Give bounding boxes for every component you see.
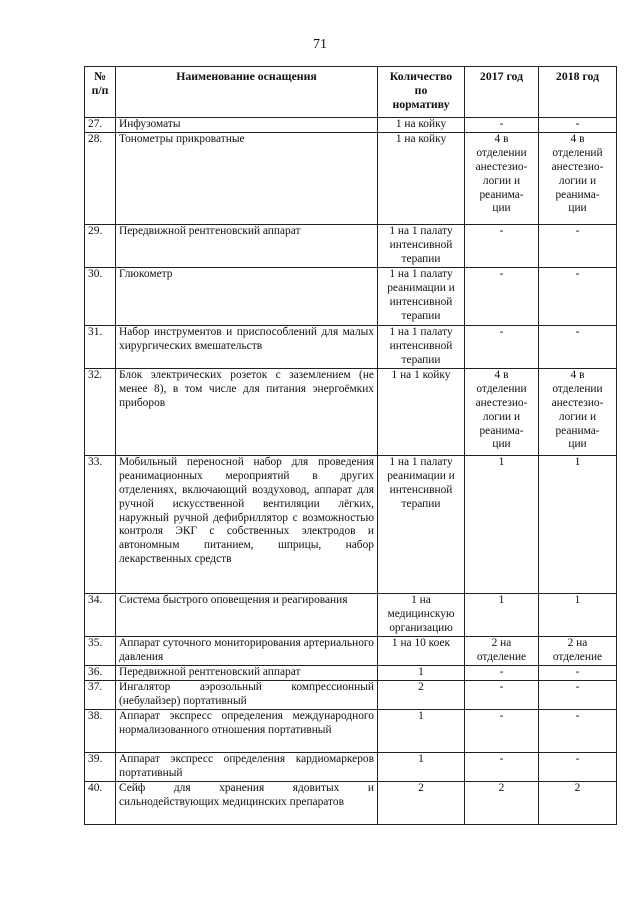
row-number: 37. xyxy=(85,680,116,709)
quantity-norm: 1 на койку xyxy=(378,132,465,224)
row-number: 34. xyxy=(85,593,116,636)
year-2018-value: - xyxy=(539,224,617,267)
row-number: 30. xyxy=(85,267,116,325)
table-row xyxy=(85,593,617,636)
year-2017-value: 2 на отделение xyxy=(465,636,539,665)
table-row xyxy=(85,665,617,680)
equipment-name: Аппарат суточного мониторирования артериального давления xyxy=(116,636,378,665)
year-2018-value: 4 в отделений анестезио- логии и реанима- ции xyxy=(539,132,617,224)
equipment-name: Инфузоматы xyxy=(116,118,378,133)
table-row xyxy=(85,680,617,709)
equipment-name: Блок электрических розеток с заземлением (не менее 8), в том числе для питания энергоёмких приборов xyxy=(116,368,378,455)
equipment-name: Сейф для хранения ядовитых и сильнодействующих медицинских препаратов xyxy=(116,781,378,824)
row-number: 31. xyxy=(85,325,116,368)
quantity-norm: 1 на 1 палату интенсивной терапии xyxy=(378,325,465,368)
row-number: 28. xyxy=(85,132,116,224)
equipment-name: Тонометры прикроватные xyxy=(116,132,378,224)
equipment-name: Мобильный переносной набор для проведения реанимационных мероприятий в других отделениях, включающий воздуховод, аппарат для ручной искусственной вентиляции лёгких, наружный ручной дефибриллятор с возможностью контроля ЭКГ с собственных электродов и автономным питанием, шприцы, набор лекарственных средств xyxy=(116,455,378,593)
row-number: 29. xyxy=(85,224,116,267)
equipment-name: Передвижной рентгеновский аппарат xyxy=(116,224,378,267)
quantity-norm: 1 на 1 палату реанимации и интенсивной терапии xyxy=(378,267,465,325)
table-row xyxy=(85,368,617,455)
year-2018-value: 2 xyxy=(539,781,617,824)
row-number: 36. xyxy=(85,665,116,680)
quantity-norm: 2 xyxy=(378,680,465,709)
row-number: 33. xyxy=(85,455,116,593)
quantity-norm: 1 на 1 палату интенсивной терапии xyxy=(378,224,465,267)
year-2018-value: - xyxy=(539,709,617,752)
quantity-norm: 2 xyxy=(378,781,465,824)
row-number: 40. xyxy=(85,781,116,824)
year-2018-value: - xyxy=(539,325,617,368)
row-number: 32. xyxy=(85,368,116,455)
year-2017-value: - xyxy=(465,752,539,781)
year-2017-value: - xyxy=(465,665,539,680)
equipment-name: Глюкометр xyxy=(116,267,378,325)
year-2018-value: 4 в отделении анестезио- логии и реанима- ции xyxy=(539,368,617,455)
table-header-row xyxy=(85,67,617,118)
table-row xyxy=(85,781,617,824)
table-row xyxy=(85,636,617,665)
year-2018-value: - xyxy=(539,752,617,781)
row-number: 35. xyxy=(85,636,116,665)
year-2017-value: - xyxy=(465,267,539,325)
equipment-name: Система быстрого оповещения и реагирования xyxy=(116,593,378,636)
equipment-name: Аппарат экспресс определения кардиомаркеров портативный xyxy=(116,752,378,781)
year-2017-value: 4 в отделении анестезио- логии и реанима- ции xyxy=(465,132,539,224)
year-2018-value: - xyxy=(539,680,617,709)
equipment-name: Ингалятор аэрозольный компрессионный (небулайзер) портативный xyxy=(116,680,378,709)
year-2018-value: - xyxy=(539,665,617,680)
year-2017-value: - xyxy=(465,680,539,709)
year-2017-value: - xyxy=(465,709,539,752)
quantity-norm: 1 xyxy=(378,665,465,680)
year-2018-value: - xyxy=(539,267,617,325)
year-2017-value: 1 xyxy=(465,455,539,593)
page-number: 71 xyxy=(313,37,327,52)
header-2018: 2018 год xyxy=(539,67,617,118)
table-row xyxy=(85,224,617,267)
year-2018-value: 2 на отделение xyxy=(539,636,617,665)
header-qty: Количество по нормативу xyxy=(378,67,465,118)
table-row xyxy=(85,325,617,368)
table-row xyxy=(85,132,617,224)
table-row xyxy=(85,752,617,781)
quantity-norm: 1 на 1 койку xyxy=(378,368,465,455)
table-row xyxy=(85,118,617,133)
year-2017-value: 1 xyxy=(465,593,539,636)
header-name: Наименование оснащения xyxy=(116,67,378,118)
quantity-norm: 1 на койку xyxy=(378,118,465,133)
year-2017-value: - xyxy=(465,224,539,267)
table-row xyxy=(85,267,617,325)
year-2017-value: 4 в отделении анестезио- логии и реанима- ции xyxy=(465,368,539,455)
quantity-norm: 1 на 10 коек xyxy=(378,636,465,665)
quantity-norm: 1 xyxy=(378,709,465,752)
row-number: 27. xyxy=(85,118,116,133)
table-row xyxy=(85,455,617,593)
equipment-name: Аппарат экспресс определения международного нормализованного отношения портативный xyxy=(116,709,378,752)
equipment-name: Набор инструментов и приспособлений для малых хирургических вмешательств xyxy=(116,325,378,368)
year-2018-value: 1 xyxy=(539,593,617,636)
quantity-norm: 1 xyxy=(378,752,465,781)
year-2017-value: 2 xyxy=(465,781,539,824)
header-2017: 2017 год xyxy=(465,67,539,118)
equipment-table xyxy=(84,66,617,825)
equipment-name: Передвижной рентгеновский аппарат xyxy=(116,665,378,680)
year-2018-value: - xyxy=(539,118,617,133)
header-num: № п/п xyxy=(85,67,116,118)
year-2018-value: 1 xyxy=(539,455,617,593)
quantity-norm: 1 на 1 палату реанимации и интенсивной терапии xyxy=(378,455,465,593)
year-2017-value: - xyxy=(465,118,539,133)
quantity-norm: 1 на медицинскую организацию xyxy=(378,593,465,636)
year-2017-value: - xyxy=(465,325,539,368)
row-number: 38. xyxy=(85,709,116,752)
table-row xyxy=(85,709,617,752)
row-number: 39. xyxy=(85,752,116,781)
